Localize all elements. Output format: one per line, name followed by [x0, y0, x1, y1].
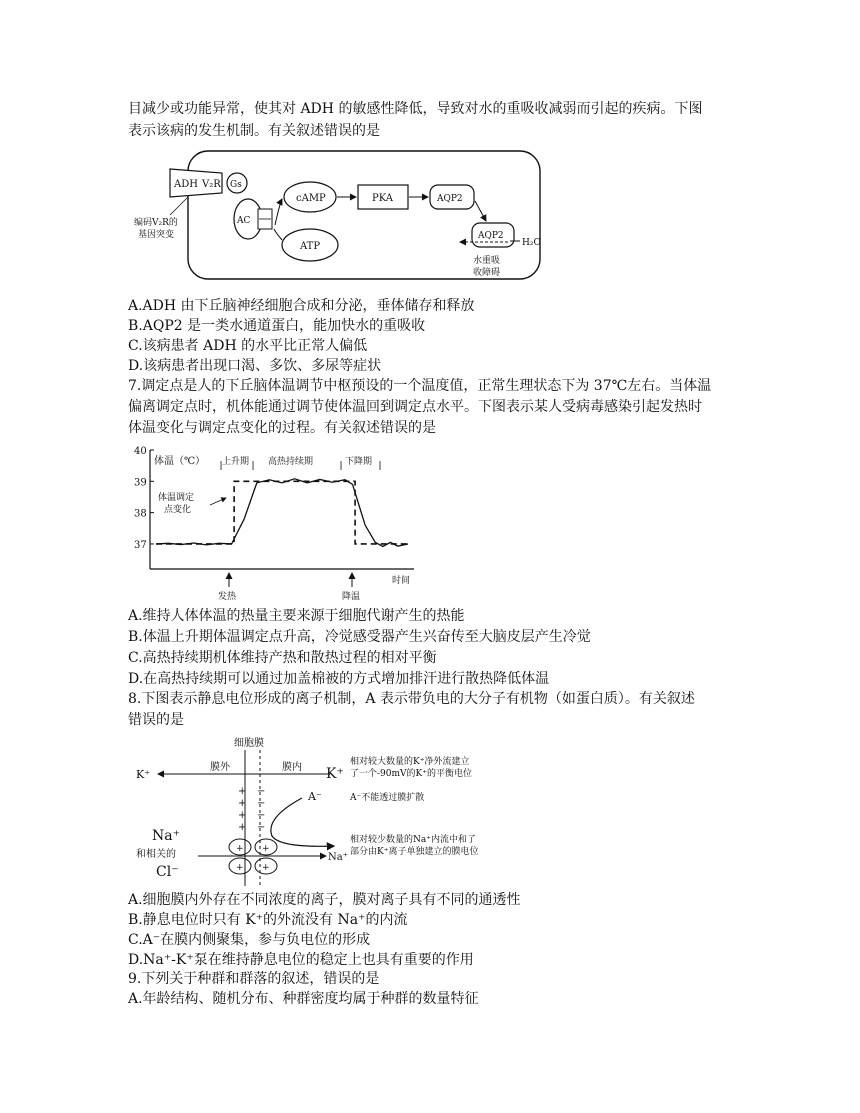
note3-line1: 相对较少数量的Na⁺内流中和了 [350, 835, 476, 845]
annotation-line-1: 体温调定 [158, 493, 195, 503]
note2: A⁻不能透过膜扩散 [350, 793, 425, 803]
y-tick-label: 40 [134, 446, 147, 457]
na-label: Na⁺ [152, 828, 180, 844]
anion-arrow [271, 798, 334, 846]
v2r-label: V₂R [202, 179, 221, 190]
inside-label: 膜内 [282, 762, 302, 773]
obstacle-label-1: 水重吸 [473, 256, 501, 266]
q6-option-d: D.该病患者出现口渴、多饮、多尿等症状 [128, 358, 382, 374]
q7-option-a: A.维持人体体温的热量主要来源于细胞代谢产生的热能 [128, 608, 465, 624]
x-axis-label: 时间 [392, 576, 411, 586]
k-left-label: K⁺ [136, 768, 151, 781]
svg-text:−: − [257, 798, 266, 809]
mutation-label-1: 编码V₂R的 [134, 218, 178, 228]
aqp2-top-label: AQP2 [437, 194, 463, 204]
svg-text:−: − [257, 822, 266, 833]
related-label: 和相关的 [136, 849, 176, 860]
svg-text:+: + [238, 810, 247, 821]
note3-line2: 部分由K⁺离子单独建立的膜电位 [350, 847, 479, 857]
y-tick-label: 38 [134, 508, 147, 520]
note1-line1: 相对较大数量的K⁺净外流建立 [350, 757, 470, 767]
gs-label: Gs [230, 180, 242, 190]
phase-plateau: 高热持续期 [268, 457, 314, 467]
q6-option-c: C.该病患者 ADH 的水平比正常人偏低 [128, 338, 368, 354]
camp-label: cAMP [296, 193, 326, 204]
q8-option-a: A.细胞膜内外存在不同浓度的离子，膜对离子具有不同的通透性 [128, 892, 521, 908]
q7-stem-3: 体温变化与调定点变化的过程。有关叙述错误的是 [128, 420, 436, 436]
event-fever: 发热 [218, 592, 237, 602]
q9-option-a: A.年龄结构、随机分布、种群密度均属于种群的数量特征 [128, 991, 479, 1007]
q7-stem-1: 7.调定点是人的下丘脑体温调节中枢预设的一个温度值，正常生理状态下为 37℃左右。当体温 [128, 378, 712, 394]
note1-line2: 了一个-90mV的K⁺的平衡电位 [350, 769, 473, 779]
cl-label: Cl⁻ [156, 864, 179, 880]
event-cooldown: 降温 [342, 592, 361, 602]
outside-label: 膜外 [210, 762, 230, 773]
svg-text:+: + [238, 822, 247, 833]
mutation-label-2: 基因突变 [138, 230, 175, 240]
obstacle-label-2: 收障碍 [473, 268, 501, 278]
annotation-line-2: 点变化 [164, 505, 192, 515]
q6-option-b: B.AQP2 是一类水通道蛋白，能加快水的重吸收 [128, 318, 426, 334]
svg-text:+: + [236, 863, 244, 873]
pka-label: PKA [372, 193, 394, 204]
y-axis-label: 体温（℃） [154, 456, 206, 467]
q8-option-d: D.Na⁺-K⁺泵在维持静息电位的稳定上也具有重要的作用 [128, 952, 474, 968]
q8-stem-2: 错误的是 [128, 712, 184, 728]
q6-option-a: A.ADH 由下丘脑神经细胞合成和分泌，垂体储存和释放 [128, 298, 475, 314]
q8-option-c: C.A⁻在膜内侧聚集，参与负电位的形成 [128, 932, 371, 948]
atp-label: ATP [300, 241, 321, 252]
chart-series [156, 479, 408, 547]
minus-charges: − [257, 786, 266, 797]
svg-text:+: + [262, 863, 270, 873]
y-ticks [134, 446, 154, 551]
q8-stem-1: 8.下图表示静息电位形成的离子机制，A 表示带负电的大分子有机物（如蛋白质）。有关叙述 [128, 691, 695, 707]
plus-charges: + [238, 786, 247, 797]
body-temperature-chart [130, 442, 430, 602]
phase-rise: 上升期 [222, 457, 250, 467]
ac-label: AC [237, 216, 251, 226]
adh-mechanism-diagram [130, 145, 550, 290]
adh-label: ADH [174, 179, 198, 190]
k-right-label: K⁺ [326, 766, 344, 782]
aqp2-membrane-label: AQP2 [478, 231, 504, 241]
q7-option-b: B.体温上升期体温调定点升高，冷觉感受器产生兴奋传至大脑皮层产生冷觉 [128, 629, 591, 645]
q9-stem: 9.下列关于种群和群落的叙述，错误的是 [128, 971, 380, 987]
y-tick-label: 37 [134, 539, 147, 551]
q7-option-c: C.高热持续期机体维持产热和散热过程的相对平衡 [128, 650, 437, 666]
anion-label: A⁻ [308, 790, 322, 803]
q7-stem-2: 偏离调定点时，机体能通过调节使体温回到调定点水平。下图表示某人受病毒感染引起发热时 [128, 399, 702, 415]
q8-option-b: B.静息电位时只有 K⁺的外流没有 Na⁺的内流 [128, 912, 408, 928]
svg-text:+: + [262, 844, 270, 854]
na-arrow-label: Na⁺ [328, 852, 348, 863]
resting-potential-diagram [130, 730, 510, 888]
membrane-label: 细胞膜 [234, 738, 264, 749]
svg-text:−: − [257, 810, 266, 821]
y-tick-label: 39 [134, 477, 147, 489]
h2o-label: H₂O [522, 238, 541, 248]
intro-line-1: 目减少或功能异常，使其对 ADH 的敏感性降低，导致对水的重吸收减弱而引起的疾病。下图 [128, 101, 703, 117]
svg-text:+: + [238, 798, 247, 809]
body-temperature-line [156, 479, 408, 547]
intro-line-2: 表示该病的发生机制。有关叙述错误的是 [128, 123, 380, 139]
phase-fall: 下降期 [345, 457, 373, 467]
svg-text:+: + [236, 844, 244, 854]
q7-option-d: D.在高热持续期可以通过加盖棉被的方式增加排汗进行散热降低体温 [128, 671, 550, 687]
